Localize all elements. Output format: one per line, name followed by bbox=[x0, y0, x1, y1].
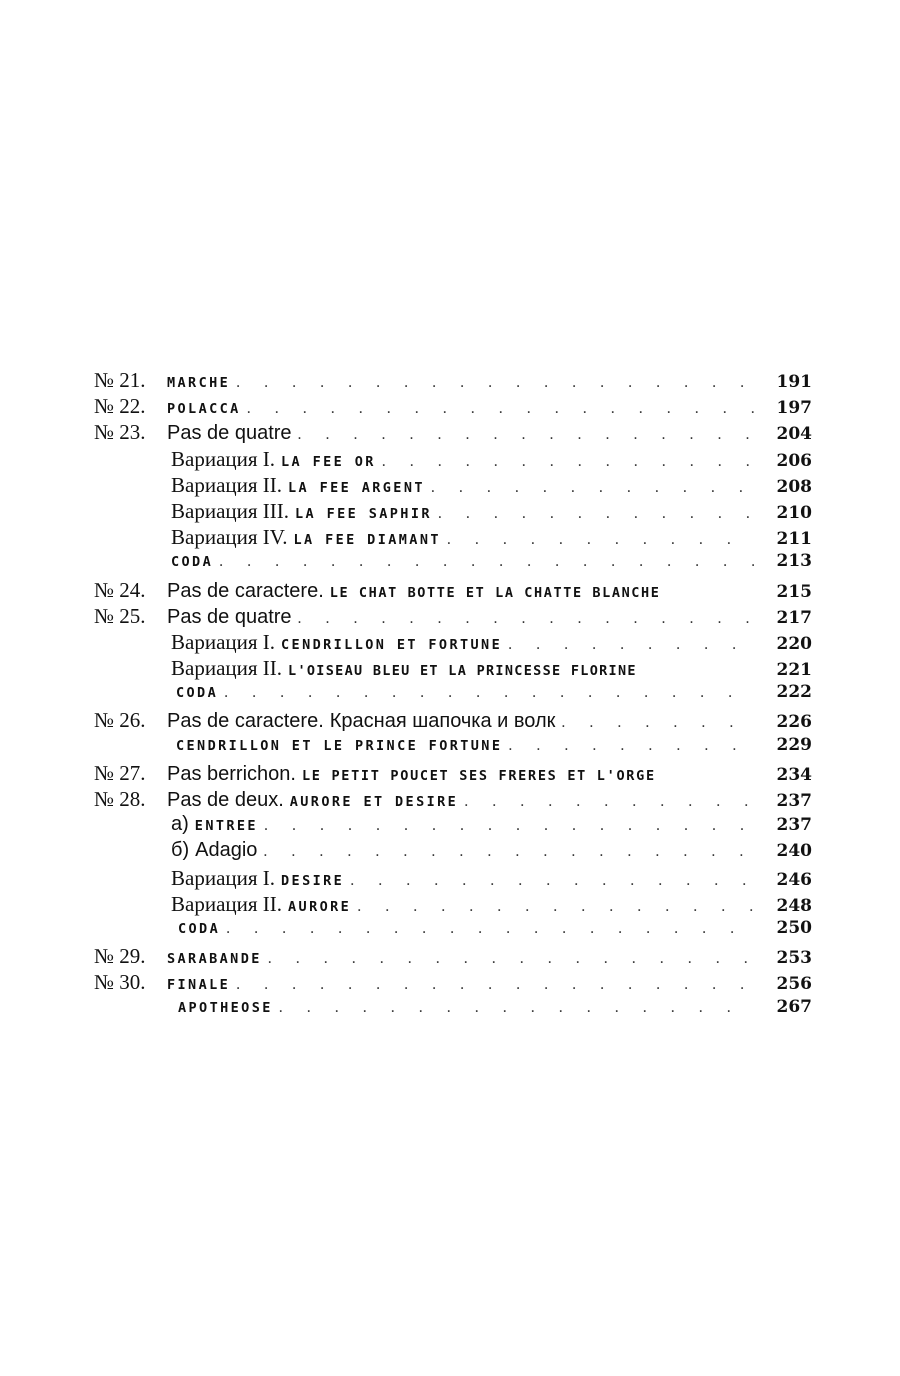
variation-label: Вариация II. bbox=[171, 891, 283, 916]
page-number: 221 bbox=[776, 660, 812, 681]
entry-title: CODA bbox=[171, 554, 214, 571]
entry-title: SARABANDE bbox=[167, 951, 262, 968]
entry-title: LA FEE SAPHIR bbox=[295, 505, 432, 522]
dot-leader bbox=[226, 920, 754, 938]
entry-title: Pas berrichon. bbox=[167, 762, 296, 785]
entry-title: Adagio bbox=[195, 839, 258, 862]
page-number: 210 bbox=[776, 502, 812, 523]
page-number: 237 bbox=[776, 791, 812, 811]
dot-leader bbox=[350, 872, 754, 890]
toc-entry-24 bbox=[94, 578, 812, 604]
entry-title: L'OISEAU BLEU ET LA PRINCESSE FLORINE bbox=[288, 663, 637, 680]
entry-title: CENDRILLON ET FORTUNE bbox=[281, 636, 503, 653]
page-number: 213 bbox=[776, 551, 812, 572]
page-number: 248 bbox=[776, 895, 812, 916]
dot-leader bbox=[464, 793, 754, 811]
page-number: 222 bbox=[776, 682, 812, 703]
part-label: б) bbox=[171, 839, 190, 862]
dot-leader bbox=[438, 505, 754, 523]
toc-entry-23-coda bbox=[94, 551, 812, 577]
page-number: 256 bbox=[776, 974, 812, 995]
page-number: 208 bbox=[776, 476, 812, 497]
toc-entry-27 bbox=[94, 761, 812, 787]
entry-number: № 21. bbox=[94, 368, 146, 392]
entry-title: AURORE bbox=[288, 898, 352, 915]
page-number: 191 bbox=[776, 372, 812, 392]
page-number: 220 bbox=[776, 633, 812, 654]
entry-number: № 24. bbox=[94, 577, 146, 602]
dot-leader bbox=[298, 426, 754, 444]
dot-leader bbox=[382, 453, 754, 471]
toc-entry-30 bbox=[94, 970, 812, 996]
page-number: 246 bbox=[776, 869, 812, 890]
entry-title: DESIRE bbox=[281, 872, 345, 889]
entry-title: LA FEE OR bbox=[281, 453, 376, 470]
page-number: 211 bbox=[776, 529, 812, 550]
dot-leader bbox=[561, 714, 754, 732]
entry-number: № 23. bbox=[94, 420, 146, 445]
toc-entry-28-variation-2 bbox=[94, 892, 812, 918]
variation-label: Вариация I. bbox=[171, 629, 276, 654]
page-number: 226 bbox=[776, 712, 812, 733]
page-number: 215 bbox=[776, 581, 812, 602]
toc-entry-28-coda bbox=[94, 918, 812, 944]
entry-title: CENDRILLON ET LE PRINCE FORTUNE bbox=[176, 737, 503, 754]
entry-title: Pas de deux. bbox=[167, 789, 284, 811]
dot-leader bbox=[219, 553, 754, 571]
entry-subtitle: Красная шапочка и волк bbox=[329, 710, 556, 733]
toc-entry-25 bbox=[94, 604, 812, 630]
toc-entry-23-variation-3 bbox=[94, 499, 812, 525]
entry-title: LA FEE DIAMANT bbox=[293, 532, 441, 549]
dot-leader bbox=[431, 479, 754, 497]
page-number: 240 bbox=[776, 841, 812, 862]
dot-leader bbox=[263, 843, 754, 861]
toc-entry-30-apotheose bbox=[94, 997, 812, 1023]
part-label: а) bbox=[171, 813, 189, 836]
dot-leader bbox=[298, 610, 754, 628]
toc-entry-25-coda bbox=[94, 682, 812, 708]
variation-label: Вариация IV. bbox=[171, 525, 288, 550]
page-number: 197 bbox=[776, 398, 812, 419]
dot-leader bbox=[508, 636, 754, 654]
entry-subtitle: AURORE ET DESIRE bbox=[289, 794, 459, 810]
toc-entry-23 bbox=[94, 420, 812, 446]
page-number: 234 bbox=[776, 764, 812, 785]
entry-title: Pas de caractere. bbox=[167, 579, 324, 602]
page-number: 206 bbox=[776, 450, 812, 471]
entry-number: № 28. bbox=[94, 787, 146, 811]
dot-leader bbox=[264, 817, 754, 835]
variation-label: Вариация II. bbox=[171, 656, 283, 681]
dot-leader bbox=[247, 400, 754, 418]
dot-leader bbox=[508, 737, 754, 755]
entry-title: Pas de quatre bbox=[167, 422, 292, 445]
page-number: 217 bbox=[776, 607, 812, 628]
toc-entry-26-sub bbox=[94, 735, 812, 761]
page-number: 204 bbox=[776, 424, 812, 445]
toc-entry-28-variation-1 bbox=[94, 866, 812, 892]
entry-title: Pas de caractere. bbox=[167, 710, 324, 733]
entry-title: CODA bbox=[178, 920, 221, 937]
entry-number: № 29. bbox=[94, 944, 146, 969]
entry-title: ENTREE bbox=[194, 818, 258, 835]
variation-label: Вариация III. bbox=[171, 498, 290, 523]
page-number: 250 bbox=[776, 917, 812, 938]
entry-title: APOTHEOSE bbox=[178, 999, 273, 1016]
entry-title: LA FEE ARGENT bbox=[288, 479, 425, 496]
entry-number: № 22. bbox=[94, 394, 146, 419]
dot-leader bbox=[447, 531, 754, 549]
toc-entry-23-variation-2 bbox=[94, 473, 812, 499]
toc-entry-29 bbox=[94, 944, 812, 970]
toc-entry-28-b bbox=[94, 839, 812, 865]
entry-number: № 26. bbox=[94, 708, 146, 733]
dot-leader bbox=[268, 950, 754, 968]
entry-title: Pas de quatre bbox=[167, 605, 292, 628]
entry-number: № 25. bbox=[94, 603, 146, 628]
dot-leader bbox=[236, 976, 754, 994]
dot-leader bbox=[224, 684, 754, 702]
entry-subtitle: LE CHAT BOTTE ET LA CHATTE BLANCHE bbox=[329, 584, 661, 601]
entry-number: № 27. bbox=[94, 760, 146, 785]
table-of-contents bbox=[94, 368, 812, 1023]
entry-title: FINALE bbox=[167, 977, 231, 994]
entry-number: № 30. bbox=[94, 970, 146, 995]
toc-entry-25-variation-1 bbox=[94, 630, 812, 656]
toc-entry-26 bbox=[94, 708, 812, 734]
entry-subtitle: LE PETIT POUCET SES FRERES ET L'ORGE bbox=[301, 767, 656, 784]
toc-entry-25-variation-2 bbox=[94, 656, 812, 682]
toc-entry-21 bbox=[94, 368, 812, 394]
dot-leader bbox=[357, 898, 754, 916]
variation-label: Вариация I. bbox=[171, 865, 276, 890]
page-number: 237 bbox=[776, 815, 812, 836]
toc-entry-28-a bbox=[94, 813, 812, 839]
entry-title: CODA bbox=[176, 685, 219, 702]
dot-leader bbox=[236, 374, 754, 392]
page-number: 229 bbox=[776, 734, 812, 755]
toc-entry-28 bbox=[94, 787, 812, 813]
variation-label: Вариация I. bbox=[171, 446, 276, 471]
page-number: 267 bbox=[776, 996, 812, 1017]
page-number: 253 bbox=[776, 948, 812, 969]
toc-entry-22 bbox=[94, 394, 812, 420]
toc-entry-23-variation-1 bbox=[94, 447, 812, 473]
variation-label: Вариация II. bbox=[171, 472, 283, 497]
entry-title: POLACCA bbox=[167, 401, 241, 418]
entry-title: MARCHE bbox=[167, 375, 231, 391]
dot-leader bbox=[279, 999, 754, 1017]
toc-entry-23-variation-4 bbox=[94, 525, 812, 551]
